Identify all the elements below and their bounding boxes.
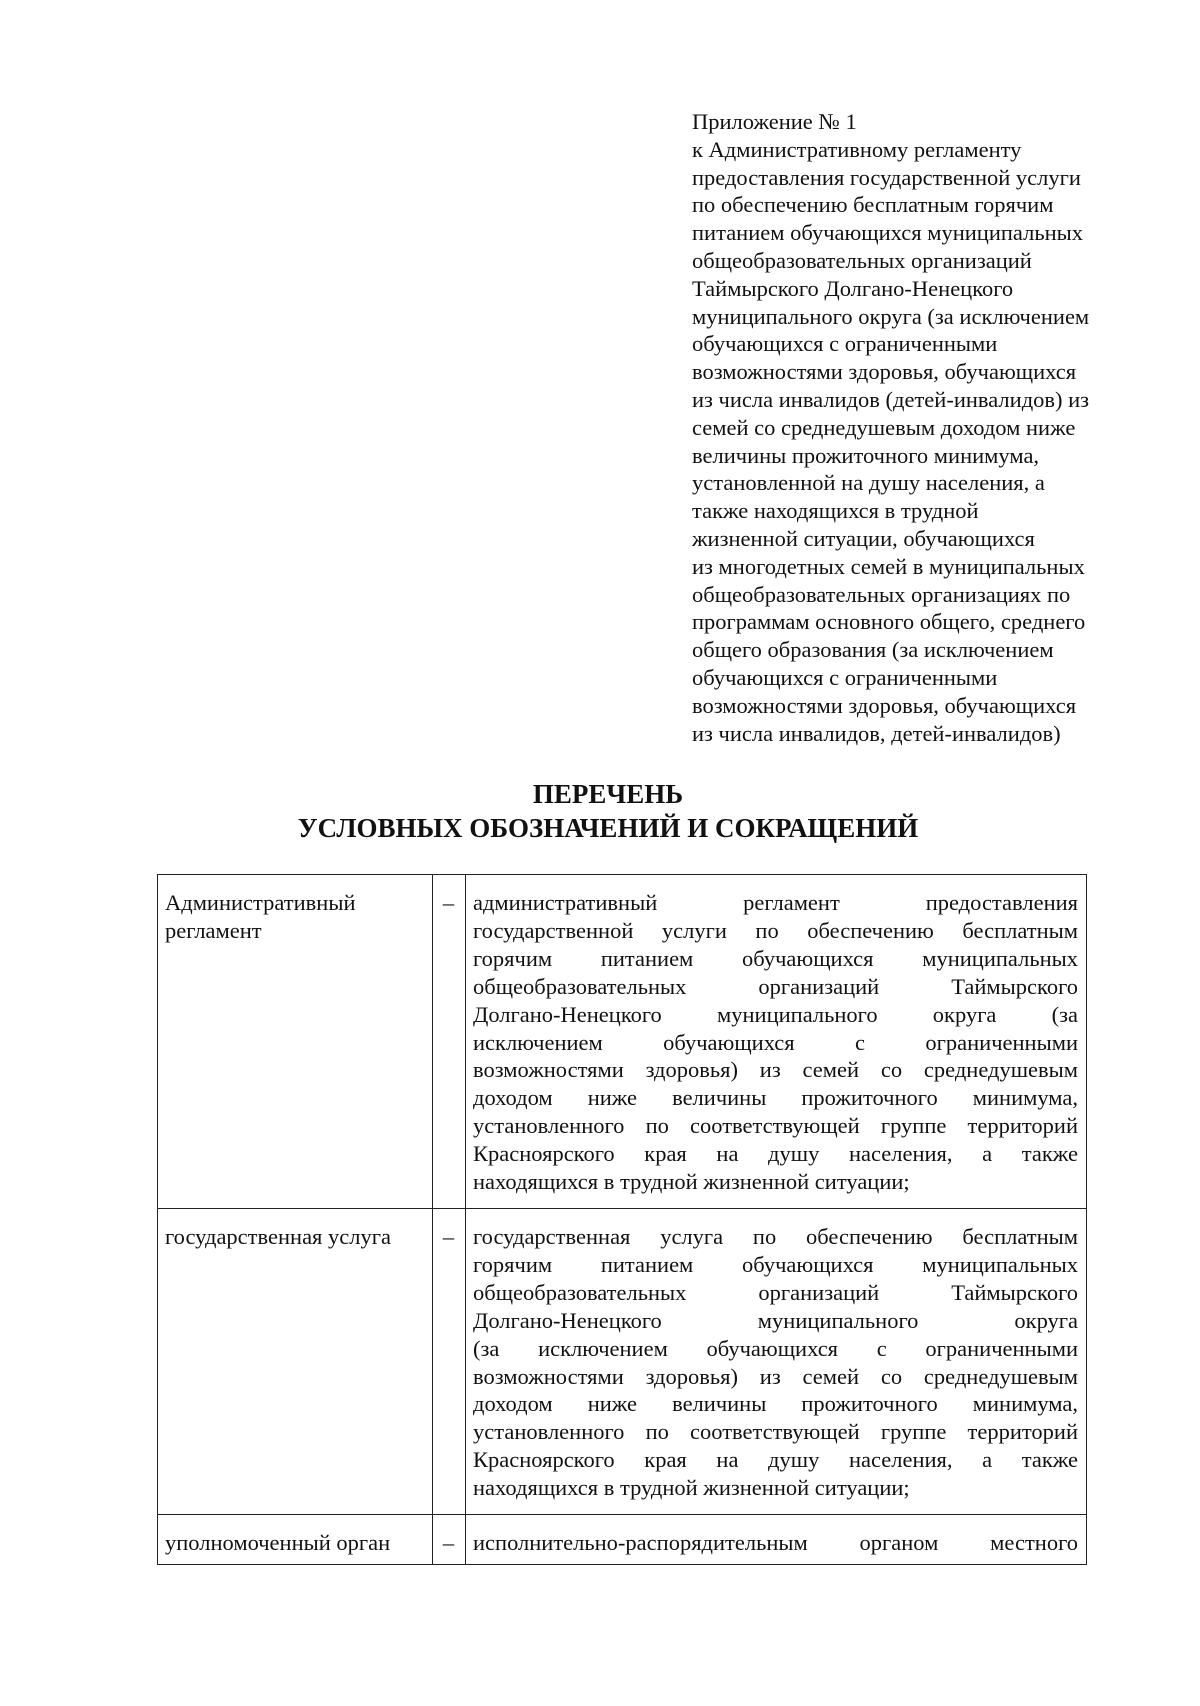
appendix-line: Таймырского Долгано-Ненецкого <box>692 275 1014 301</box>
definition-cell <box>466 1515 1087 1565</box>
definition-line: находящихся в трудной жизненной ситуации; <box>473 1475 910 1501</box>
appendix-line: жизненной ситуации, обучающихся <box>692 525 1035 551</box>
table-row <box>158 1515 1087 1565</box>
term-cell <box>158 1208 433 1514</box>
appendix-line: питанием обучающихся муниципальных <box>692 220 1084 246</box>
appendix-line: общеобразовательных организациях по <box>692 581 1071 607</box>
appendix-line: из числа инвалидов, детей-инвалидов) <box>692 720 1061 746</box>
definition-line: Долгано-Ненецкого муниципального округа <box>473 1307 1078 1333</box>
dash-cell: – <box>433 875 466 1209</box>
term-cell <box>158 875 433 1209</box>
definition-line: государственной услуги по обеспечению бесплатным <box>473 917 1078 943</box>
abbreviations-table <box>157 874 1087 1565</box>
term-cell <box>158 1515 433 1565</box>
definition-line: находящихся в трудной жизненной ситуации; <box>473 1169 910 1195</box>
appendix-line: общего образования (за исключением <box>692 637 1054 663</box>
appendix-line: из числа инвалидов (детей-инвалидов) из <box>692 386 1090 412</box>
definition-line: государственная услуга по обеспечению бесплатным <box>473 1223 1078 1249</box>
appendix-line: из многодетных семей в муниципальных <box>692 553 1085 579</box>
appendix-line: возможностями здоровья, обучающихся <box>692 692 1077 718</box>
appendix-line: общеобразовательных организаций <box>692 247 1032 273</box>
term-text: Административный <box>165 890 356 915</box>
document-subtitle: УСЛОВНЫХ ОБОЗНАЧЕНИЙ И СОКРАЩЕНИЙ <box>297 813 919 843</box>
definition-cell <box>466 875 1087 1209</box>
definition-line: административный регламент предоставления <box>473 890 1078 915</box>
definition-line: исполнительно-распорядительным органом местного <box>473 1530 1078 1556</box>
definition-line: горячим питанием обучающихся муниципальных <box>473 1251 1078 1277</box>
document-title: ПЕРЕЧЕНЬ <box>532 779 684 809</box>
appendix-line: к Административному регламенту <box>692 136 1022 162</box>
definition-line: Красноярского края на душу населения, а также <box>473 1141 1078 1167</box>
dash-cell: – <box>433 1515 466 1565</box>
definition-line: установленного по соответствующей группе территорий <box>473 1113 1078 1139</box>
appendix-line: установленной на душу населения, а <box>692 470 1045 496</box>
appendix-line: предоставления государственной услуги <box>692 164 1081 190</box>
definition-line: горячим питанием обучающихся муниципальных <box>473 945 1078 971</box>
term-text: регламент <box>165 917 262 943</box>
definition-line: Красноярского края на душу населения, а также <box>473 1447 1078 1473</box>
definition-line: доходом ниже величины прожиточного минимума, <box>473 1391 1078 1417</box>
appendix-line: программам основного общего, среднего <box>692 609 1086 635</box>
definition-line: возможностями здоровья) из семей со среднедушевым <box>473 1057 1078 1083</box>
term-text: уполномоченный орган <box>165 1530 391 1556</box>
appendix-line: семей со среднедушевым доходом ниже <box>692 414 1076 440</box>
definition-line: общеобразовательных организаций Таймырского <box>473 1279 1078 1305</box>
appendix-line: Приложение № 1 <box>692 109 857 134</box>
appendix-line: возможностями здоровья, обучающихся <box>692 359 1077 385</box>
table-row <box>158 875 1087 1209</box>
definition-line: установленного по соответствующей группе территорий <box>473 1419 1078 1445</box>
definition-line: (за исключением обучающихся с ограниченными <box>473 1335 1078 1361</box>
term-text: государственная услуга <box>165 1223 391 1249</box>
appendix-header <box>692 108 1162 747</box>
appendix-line: муниципального округа (за исключением <box>692 303 1090 329</box>
definition-line: доходом ниже величины прожиточного минимума, <box>473 1085 1078 1111</box>
appendix-line: величины прожиточного минимума, <box>692 442 1040 468</box>
definition-line: общеобразовательных организаций Таймырского <box>473 973 1078 999</box>
appendix-line: обучающихся с ограниченными <box>692 664 998 690</box>
definition-line: Долгано-Ненецкого муниципального округа (за <box>473 1001 1078 1027</box>
definition-line: исключением обучающихся с ограниченными <box>473 1029 1078 1055</box>
appendix-line: обучающихся с ограниченными <box>692 331 998 357</box>
appendix-line: по обеспечению бесплатным горячим <box>692 192 1054 218</box>
table-row <box>158 1208 1087 1514</box>
definition-cell <box>466 1208 1087 1514</box>
appendix-line: также находящихся в трудной <box>692 498 979 524</box>
definition-line: возможностями здоровья) из семей со среднедушевым <box>473 1363 1078 1389</box>
dash-cell: – <box>433 1208 466 1514</box>
